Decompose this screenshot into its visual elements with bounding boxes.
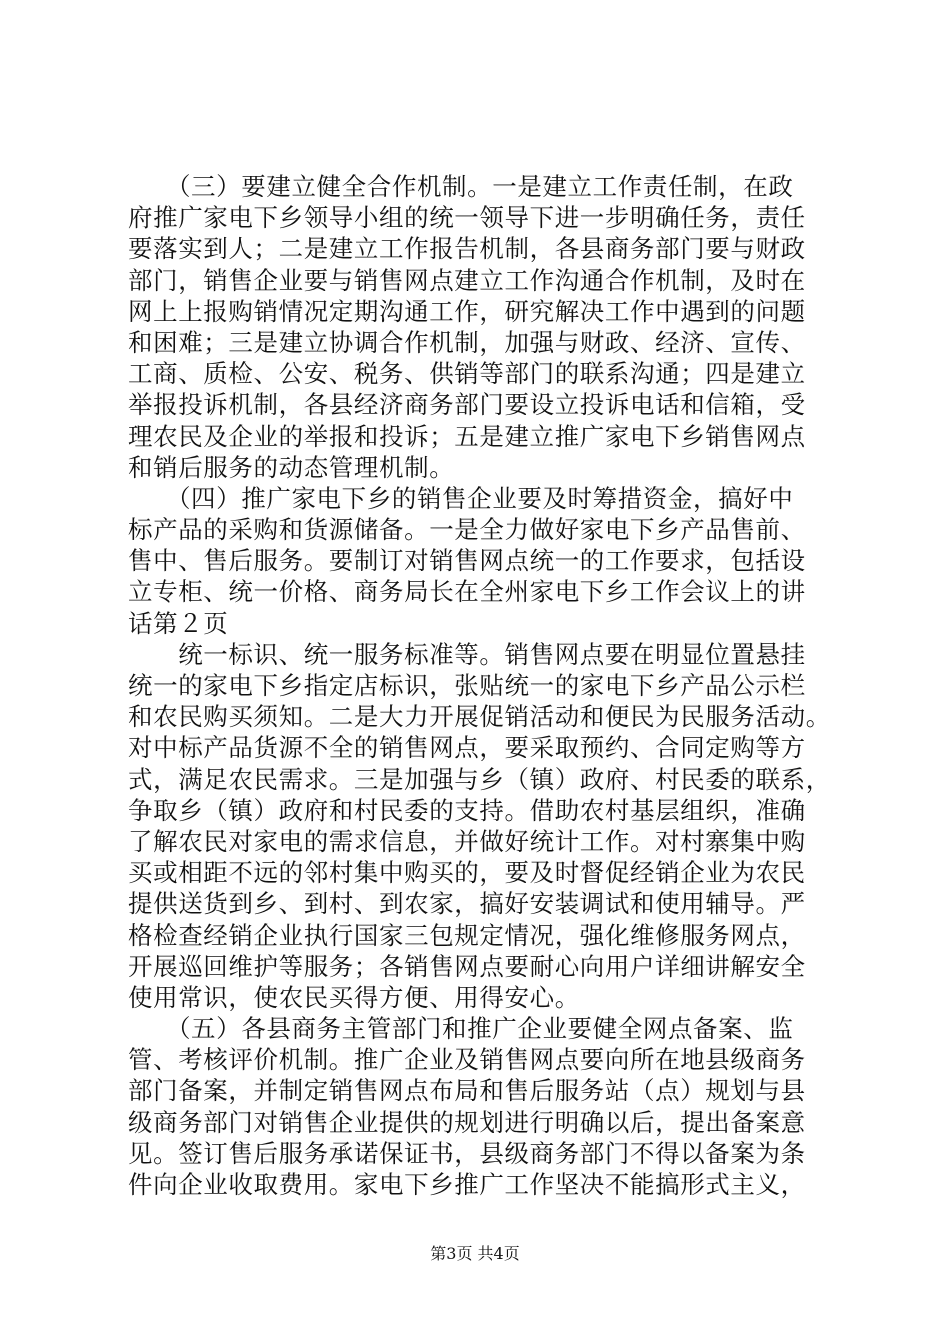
text-line: 话第２页 [128,608,229,638]
text-line: 工商、质检、公安、税务、供销等部门的联系沟通；四是建立 [128,359,806,389]
text-line: 部门，销售企业要与销售网点建立工作沟通合作机制，及时在 [128,265,806,295]
text-line: 举报投诉机制，各县经济商务部门要设立投诉电话和信箱，受 [128,390,806,420]
text-line: 部门备案，并制定销售网点布局和售后服务站（点）规划与县 [128,1076,806,1106]
text-line: 式，满足农民需求。三是加强与乡（镇）政府、村民委的联系， [128,764,831,794]
text-line: 格检查经销企业执行国家三包规定情况，强化维修服务网点， [128,920,806,950]
text-line: 开展巡回维护等服务；各销售网点要耐心向用户详细讲解安全 [128,951,806,981]
text-line: （三）要建立健全合作机制。一是建立工作责任制，在政 [128,172,794,201]
text-line: 和销后服务的动态管理机制。 [128,452,455,482]
text-line: 对中标产品货源不全的销售网点，要采取预约、合同定购等方 [128,733,806,763]
text-line: 网上上报购销情况定期沟通工作，研究解决工作中遇到的问题 [128,296,806,326]
document-body [128,171,834,1200]
text-line: 和农民购买须知。二是大力开展促销活动和便民为民服务活动。 [128,702,831,732]
text-line: 使用常识，使农民买得方便、用得安心。 [128,982,580,1012]
page-number-footer: 第3页 共4页 [430,1244,520,1263]
text-line: （五）各县商务主管部门和推广企业要健全网点备案、监 [128,1014,794,1044]
text-line: 了解农民对家电的需求信息，并做好统计工作。对村寨集中购 [128,826,806,856]
text-line: 件向企业收取费用。家电下乡推广工作坚决不能搞形式主义， [128,1170,806,1199]
text-line: 级商务部门对销售企业提供的规划进行明确以后，提出备案意 [128,1107,806,1137]
text-line: 买或相距不远的邻村集中购买的，要及时督促经销企业为农民 [128,858,806,888]
text-line: 售中、售后服务。要制订对销售网点统一的工作要求，包括设 [128,546,806,576]
text-line: 府推广家电下乡领导小组的统一领导下进一步明确任务，责任 [128,203,806,233]
text-line: 管、考核评价机制。推广企业及销售网点要向所在地县级商务 [128,1045,806,1075]
text-line: 争取乡（镇）政府和村民委的支持。借助农村基层组织，准确 [128,795,806,825]
text-line: 标产品的采购和货源储备。一是全力做好家电下乡产品售前、 [128,515,806,545]
text-line: 见。签订售后服务承诺保证书，县级商务部门不得以备案为条 [128,1138,806,1168]
text-line: 统一的家电下乡指定店标识，张贴统一的家电下乡产品公示栏 [128,671,806,700]
text-line: 提供送货到乡、到村、到农家，搞好安装调试和使用辅导。严 [128,889,806,919]
text-line: 要落实到人；二是建立工作报告机制，各县商务部门要与财政 [128,234,806,264]
text-line: （四）推广家电下乡的销售企业要及时筹措资金，搞好中 [128,483,794,513]
text-line: 理农民及企业的举报和投诉；五是建立推广家电下乡销售网点 [128,421,806,451]
text-line: 和困难；三是建立协调合作机制，加强与财政、经济、宣传、 [128,327,806,357]
text-line: 统一标识、统一服务标准等。销售网点要在明显位置悬挂 [128,639,806,669]
text-line: 立专柜、统一价格、商务局长在全州家电下乡工作会议上的讲 [128,577,806,607]
